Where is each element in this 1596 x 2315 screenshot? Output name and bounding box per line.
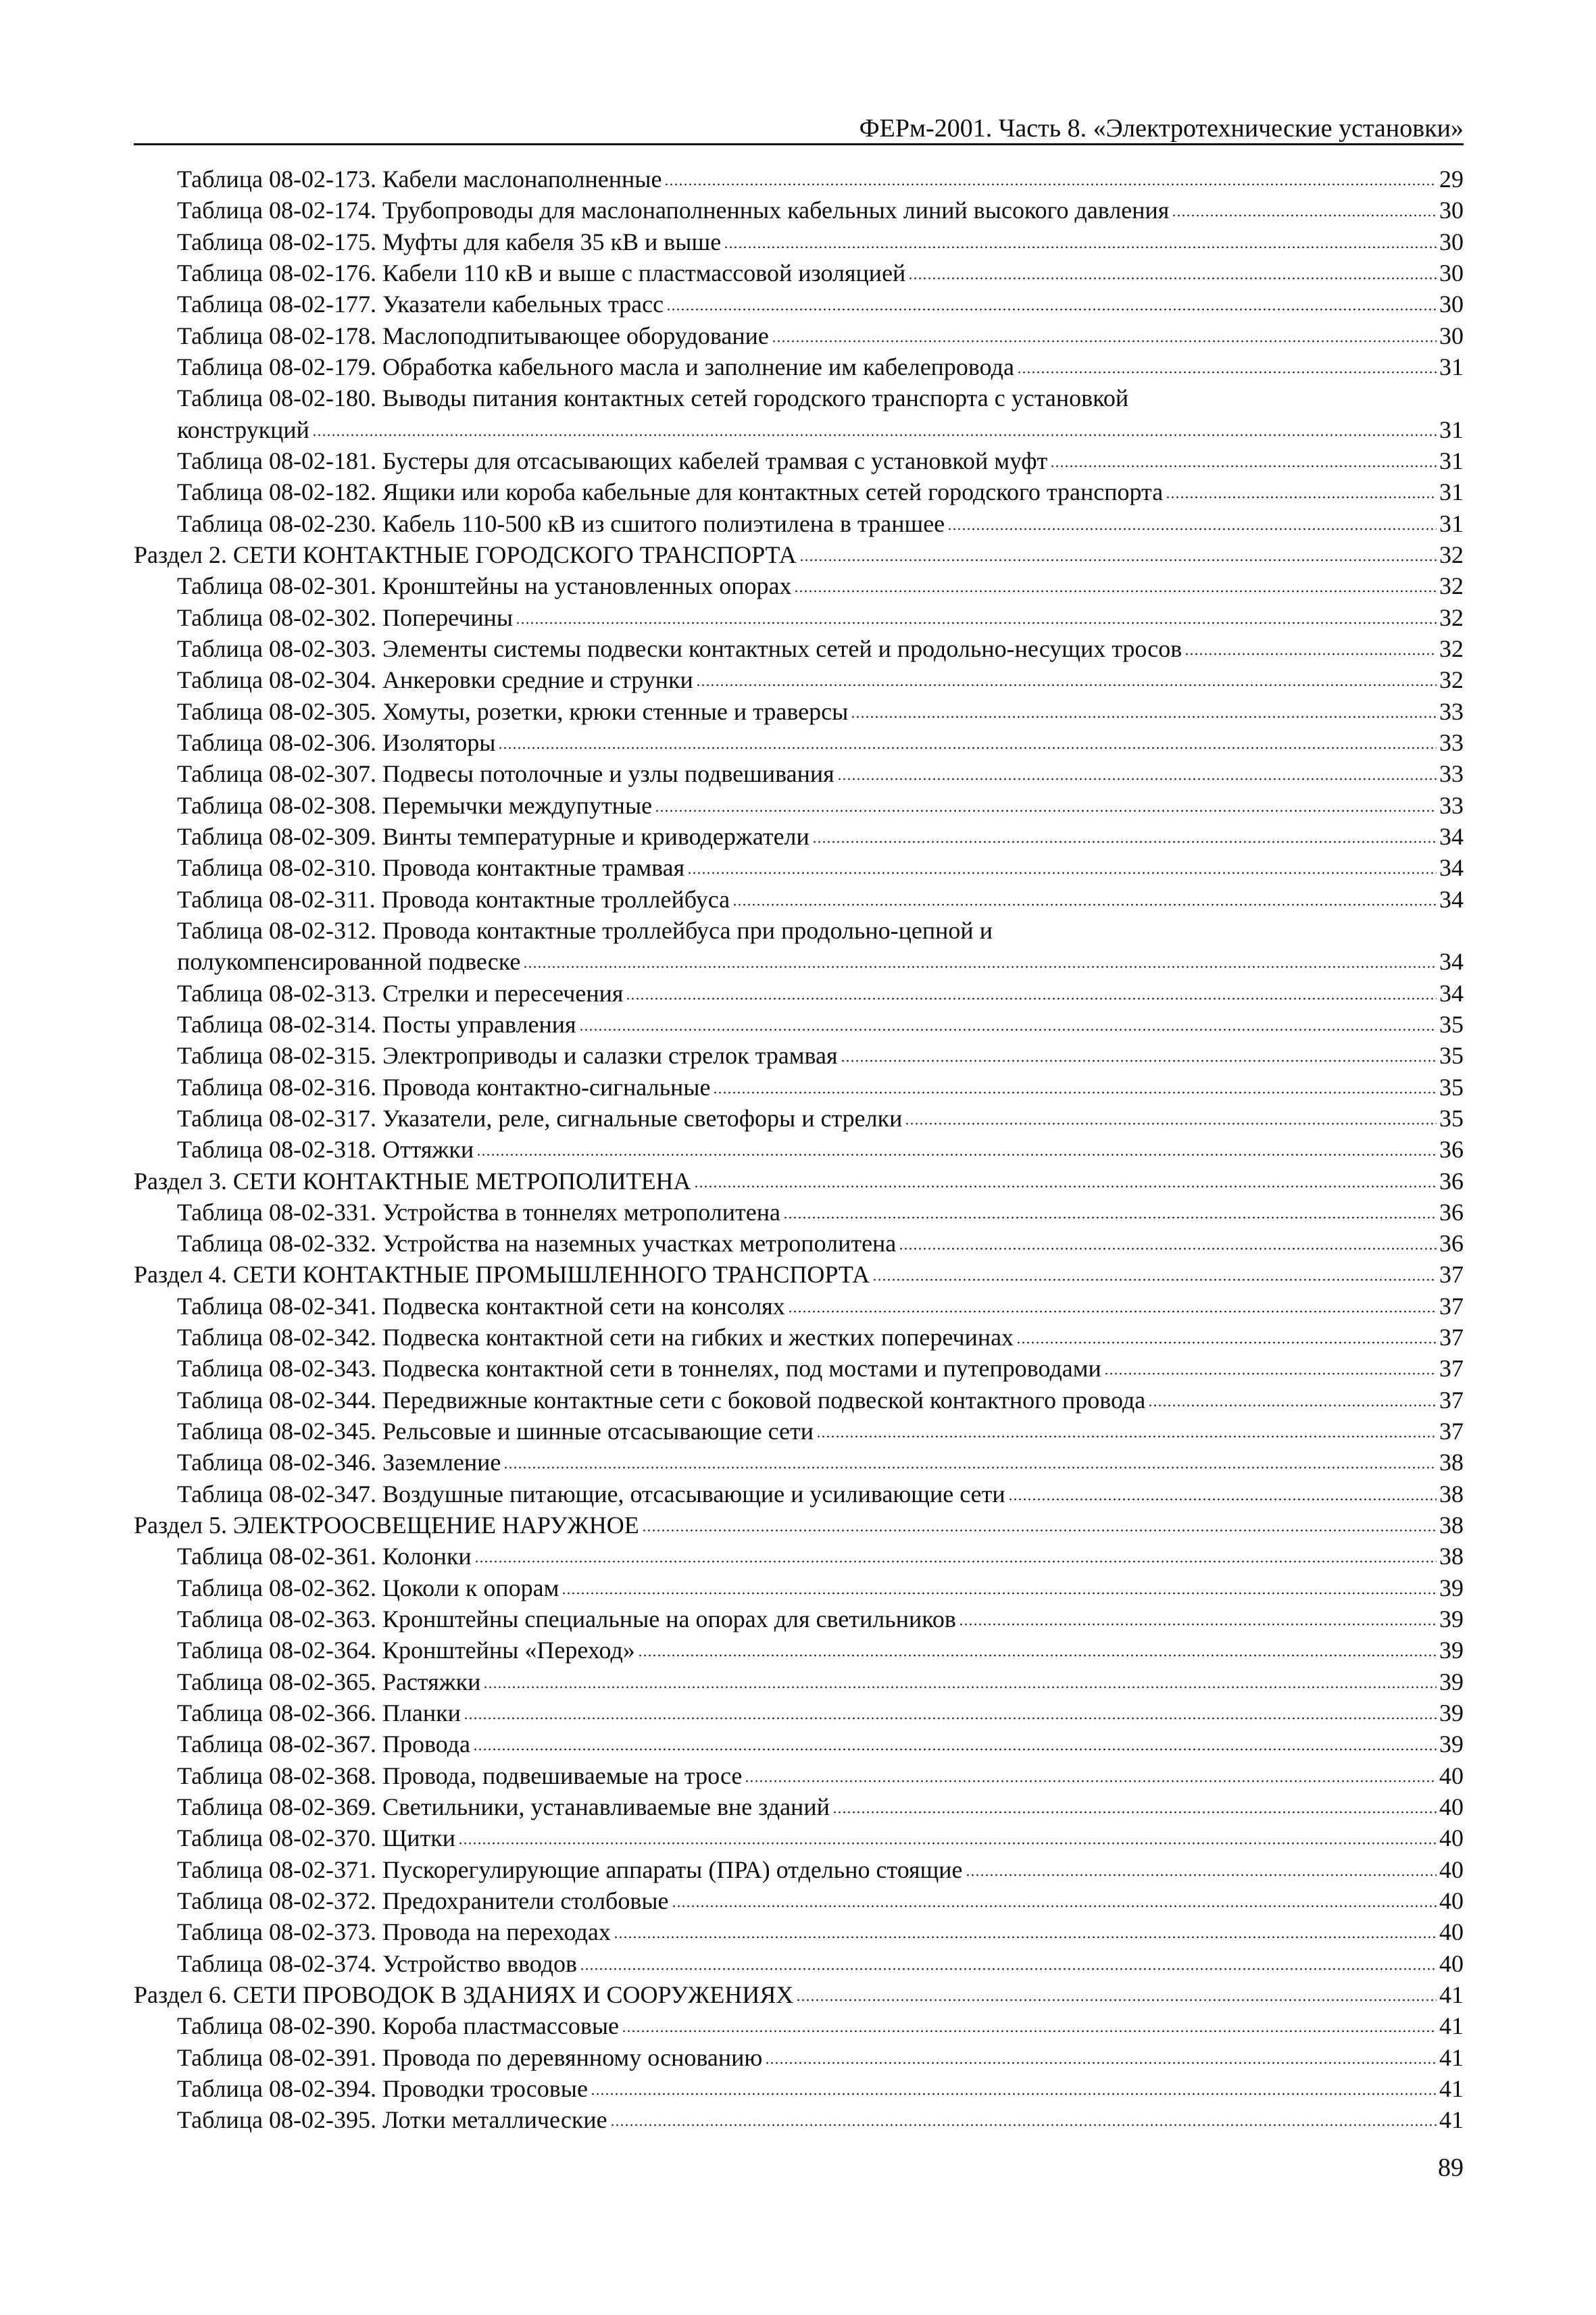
toc-entry-label: Таблица 08-02-370. Щитки	[177, 1824, 456, 1852]
toc-entry-label: Таблица 08-02-364. Кронштейны «Переход»	[177, 1637, 635, 1664]
toc-entry-label: Раздел 5. ЭЛЕКТРООСВЕЩЕНИЕ НАРУЖНОЕ	[134, 1512, 639, 1539]
toc-entry-label: Таблица 08-02-179. Обработка кабельного масла и заполнение им кабелепровода	[177, 353, 1014, 380]
toc-entry-label: Раздел 6. СЕТИ ПРОВОДОК В ЗДАНИЯХ И СООРУЖЕНИЯХ	[134, 1981, 794, 2009]
toc-page-number: 32	[1439, 603, 1464, 631]
toc-page-number: 36	[1439, 1230, 1464, 1258]
toc-entry-label: Таблица 08-02-373. Провода на переходах	[177, 1918, 611, 1946]
toc-table-entry[interactable]	[134, 1572, 1464, 1603]
toc-table-entry[interactable]	[134, 1322, 1464, 1353]
dot-leader	[642, 1529, 1437, 1532]
toc-table-entry[interactable]	[134, 1447, 1464, 1478]
dot-leader	[655, 810, 1437, 812]
toc-entry-label: Раздел 3. СЕТИ КОНТАКТНЫЕ МЕТРОПОЛИТЕНА	[134, 1167, 691, 1195]
toc-table-entry[interactable]	[134, 946, 1464, 977]
toc-table-entry[interactable]	[134, 1197, 1464, 1228]
toc-table-entry[interactable]	[134, 1228, 1464, 1259]
toc-entry-label: Таблица 08-02-315. Электроприводы и салазки стрелок трамвая	[177, 1042, 838, 1070]
toc-entry-label: Таблица 08-02-365. Растяжки	[177, 1668, 481, 1695]
toc-entry-label: Таблица 08-02-374. Устройство вводов	[177, 1949, 578, 1977]
toc-table-entry[interactable]	[134, 1072, 1464, 1103]
toc-table-entry[interactable]	[134, 289, 1464, 320]
running-header: ФЕРм-2001. Часть 8. «Электротехнические установки»	[859, 114, 1464, 143]
toc-table-entry[interactable]	[134, 1822, 1464, 1853]
toc-entry-label: Таблица 08-02-342. Подвеска контактной сети на гибких и жестких поперечинах	[177, 1324, 1014, 1351]
toc-entry-label: Таблица 08-02-306. Изоляторы	[177, 728, 496, 756]
toc-page-number: 39	[1439, 1605, 1464, 1633]
toc-entry-label: Таблица 08-02-302. Поперечины	[177, 603, 514, 631]
dot-leader	[483, 1686, 1437, 1689]
toc-entry-label: Таблица 08-02-332. Устройства на наземных участках метрополитена	[177, 1230, 897, 1258]
toc-page-number: 39	[1439, 1574, 1464, 1601]
toc-entry-label: Таблица 08-02-390. Короба пластмассовые	[177, 2012, 620, 2040]
dot-leader	[783, 1216, 1437, 1219]
toc-table-entry[interactable]	[134, 351, 1464, 382]
dot-leader	[872, 1278, 1437, 1281]
dot-leader	[947, 528, 1437, 530]
dot-leader	[1166, 496, 1437, 499]
toc-page-number: 36	[1439, 1136, 1464, 1164]
toc-entry-label: Таблица 08-02-345. Рельсовые и шинные отсасывающие сети	[177, 1418, 814, 1445]
toc-table-entry[interactable]	[134, 508, 1464, 539]
toc-table-entry[interactable]	[134, 1728, 1464, 1760]
toc-page-number: 35	[1439, 1104, 1464, 1132]
toc-table-entry[interactable]	[134, 821, 1464, 852]
toc-page-number: 41	[1439, 2106, 1464, 2134]
dot-leader	[474, 1560, 1437, 1563]
dot-leader	[1104, 1372, 1437, 1375]
dot-leader	[666, 308, 1437, 311]
toc-table-entry[interactable]	[134, 257, 1464, 289]
toc-entry-label: Таблица 08-02-394. Проводки тросовые	[177, 2075, 588, 2103]
toc-page-number: 32	[1439, 541, 1464, 568]
toc-page-number: 40	[1439, 1856, 1464, 1883]
toc-page-number: 41	[1439, 2075, 1464, 2103]
dot-leader	[562, 1592, 1437, 1595]
dot-leader	[796, 1999, 1437, 2001]
dot-leader	[788, 1310, 1437, 1313]
toc-table-entry[interactable]	[134, 1416, 1464, 1447]
toc-page-number: 37	[1439, 1386, 1464, 1414]
toc-page-number: 37	[1439, 1418, 1464, 1445]
toc-page-number: 30	[1439, 322, 1464, 349]
toc-page-number: 37	[1439, 1324, 1464, 1351]
dot-leader	[626, 997, 1437, 1000]
dot-leader	[765, 2062, 1437, 2064]
dot-leader	[473, 1748, 1437, 1751]
toc-table-entry[interactable]	[134, 1103, 1464, 1134]
toc-entry-label: Таблица 08-02-343. Подвеска контактной сети в тоннелях, под мостами и путепроводами	[177, 1355, 1101, 1383]
toc-page-number: 36	[1439, 1198, 1464, 1226]
toc-page-number: 33	[1439, 728, 1464, 756]
toc-page-number: 38	[1439, 1543, 1464, 1570]
dot-leader	[899, 1247, 1437, 1250]
toc-entry-label: Таблица 08-02-361. Колонки	[177, 1543, 472, 1570]
toc-page-number: 40	[1439, 1918, 1464, 1946]
toc-table-entry[interactable]	[134, 884, 1464, 915]
toc-entry-label: Таблица 08-02-307. Подвесы потолочные и узлы подвешивания	[177, 760, 834, 788]
toc-page-number: 34	[1439, 948, 1464, 976]
dot-leader	[312, 434, 1437, 437]
dot-leader	[580, 1968, 1437, 1970]
toc-page-number: 31	[1439, 447, 1464, 474]
toc-page-number: 40	[1439, 1762, 1464, 1789]
toc-page-number: 32	[1439, 634, 1464, 662]
toc-entry-label: Таблица 08-02-308. Перемычки междупутные	[177, 791, 653, 819]
toc-section-entry[interactable]	[134, 1510, 1464, 1541]
toc-page-number: 41	[1439, 2012, 1464, 2040]
toc-table-entry[interactable]	[134, 476, 1464, 507]
toc-entry-label: Таблица 08-02-371. Пускорегулирующие аппараты (ПРА) отдельно стоящие	[177, 1856, 963, 1883]
toc-page-number: 30	[1439, 259, 1464, 287]
toc-entry-label: Таблица 08-02-230. Кабель 110-500 кВ из сшитого полиэтилена в траншее	[177, 509, 945, 537]
toc-entry-label: Таблица 08-02-372. Предохранители столбовые	[177, 1887, 669, 1915]
header-rule	[134, 143, 1464, 145]
toc-entry-label: конструкций	[177, 416, 309, 443]
toc-table-entry[interactable]	[134, 1791, 1464, 1822]
toc-page-number: 30	[1439, 228, 1464, 255]
toc-table-entry[interactable]	[134, 1885, 1464, 1916]
toc-entry-label: Таблица 08-02-395. Лотки металлические	[177, 2106, 607, 2134]
toc-entry-label: Таблица 08-02-331. Устройства в тоннелях метрополитена	[177, 1198, 780, 1226]
toc-page-number: 40	[1439, 1824, 1464, 1852]
toc-page-number: 31	[1439, 509, 1464, 537]
toc-table-entry[interactable]	[134, 727, 1464, 758]
toc-page-number: 38	[1439, 1480, 1464, 1508]
toc-page-number: 36	[1439, 1167, 1464, 1195]
dot-leader	[816, 1435, 1437, 1438]
toc-table-entry[interactable]	[134, 1009, 1464, 1040]
toc-entry-label: Таблица 08-02-347. Воздушные питающие, отсасывающие и усиливающие сети	[177, 1480, 1005, 1508]
toc-entry-label: Таблица 08-02-368. Провода, подвешиваемые на тросе	[177, 1762, 743, 1789]
toc-table-entry[interactable]	[134, 1854, 1464, 1885]
toc-table-entry[interactable]	[134, 1040, 1464, 1071]
toc-entry-label: Таблица 08-02-318. Оттяжки	[177, 1136, 474, 1164]
toc-section-entry[interactable]	[134, 1259, 1464, 1290]
toc-page-number: 31	[1439, 353, 1464, 380]
toc-page-number: 32	[1439, 572, 1464, 600]
dot-leader	[745, 1780, 1437, 1783]
toc-table-entry[interactable]	[134, 1635, 1464, 1666]
toc-table-entry[interactable]	[134, 195, 1464, 226]
toc-table-entry[interactable]	[134, 1948, 1464, 1979]
toc-table-entry[interactable]	[134, 1603, 1464, 1635]
toc-table-entry[interactable]	[134, 445, 1464, 476]
toc-table-entry[interactable]	[134, 570, 1464, 601]
dot-leader	[1017, 371, 1437, 374]
toc-table-entry[interactable]	[134, 226, 1464, 257]
toc-entry-label: Таблица 08-02-362. Цоколи к опорам	[177, 1574, 559, 1601]
dot-leader	[908, 277, 1437, 280]
toc-page-number: 35	[1439, 1010, 1464, 1038]
dot-leader	[523, 966, 1437, 968]
toc-table-entry[interactable]	[134, 696, 1464, 727]
toc-page-number: 34	[1439, 854, 1464, 882]
toc-entry-label: Таблица 08-02-303. Элементы системы подвески контактных сетей и продольно-несущих тросов	[177, 634, 1182, 662]
toc-entry-label: Таблица 08-02-305. Хомуты, розетки, крюки стенные и траверсы	[177, 697, 849, 725]
dot-leader	[614, 1936, 1437, 1939]
toc-table-entry[interactable]	[134, 1291, 1464, 1322]
dot-leader	[837, 778, 1437, 780]
dot-leader	[464, 1717, 1437, 1720]
toc-entry-label: Таблица 08-02-310. Провода контактные трамвая	[177, 854, 685, 882]
dot-leader	[516, 622, 1437, 624]
toc-table-entry[interactable]	[134, 633, 1464, 664]
dot-leader	[458, 1842, 1437, 1845]
toc-page-number: 31	[1439, 478, 1464, 506]
dot-leader	[959, 1623, 1437, 1626]
toc-entry-label: Таблица 08-02-391. Провода по деревянному основанию	[177, 2043, 763, 2071]
dot-leader	[694, 1185, 1437, 1188]
toc-page-number: 35	[1439, 1073, 1464, 1101]
dot-leader	[732, 903, 1437, 906]
toc-page-number: 33	[1439, 791, 1464, 819]
toc-page-number: 32	[1439, 666, 1464, 694]
toc-table-entry[interactable]	[134, 414, 1464, 445]
dot-leader	[851, 716, 1437, 718]
toc-table-entry[interactable]	[134, 2042, 1464, 2073]
dot-leader	[591, 2093, 1437, 2095]
toc-section-entry[interactable]	[134, 539, 1464, 570]
toc-entry-label: Раздел 2. СЕТИ КОНТАКТНЫЕ ГОРОДСКОГО ТРАНСПОРТА	[134, 541, 797, 568]
toc-table-entry[interactable]	[134, 758, 1464, 789]
toc-page-number: 34	[1439, 822, 1464, 850]
dot-leader	[1148, 1404, 1437, 1407]
toc-entry-label: Таблица 08-02-366. Планки	[177, 1699, 461, 1727]
toc-entry-label: Таблица 08-02-181. Бустеры для отсасывающих кабелей трамвая с установкой муфт	[177, 447, 1048, 474]
toc-section-entry[interactable]	[134, 1979, 1464, 2010]
toc-table-entry[interactable]	[134, 1541, 1464, 1572]
toc-page-number: 30	[1439, 197, 1464, 224]
dot-leader	[610, 2124, 1437, 2126]
toc-entry-label: Таблица 08-02-173. Кабели маслонаполненные	[177, 166, 662, 193]
dot-leader	[1008, 1498, 1437, 1501]
toc-entry-label: Таблица 08-02-301. Кронштейны на установленных опорах	[177, 572, 792, 600]
dot-leader	[1050, 465, 1437, 468]
dot-leader	[832, 1811, 1437, 1814]
dot-leader	[841, 1060, 1437, 1062]
toc-page-number: 31	[1439, 416, 1464, 443]
toc-table-entry[interactable]	[134, 790, 1464, 821]
toc-entry-label: Таблица 08-02-174. Трубопроводы для маслонаполненных кабельных линий высокого давления	[177, 197, 1170, 224]
dot-leader	[638, 1654, 1437, 1657]
toc-entry-label: полукомпенсированной подвеске	[177, 948, 521, 976]
toc-table-entry[interactable]	[134, 1916, 1464, 1947]
toc-page-number: 39	[1439, 1668, 1464, 1695]
toc-entry-label: Таблица 08-02-346. Заземление	[177, 1449, 501, 1476]
toc-table-entry[interactable]	[134, 1760, 1464, 1791]
toc-page-number: 39	[1439, 1731, 1464, 1758]
dot-leader	[498, 747, 1437, 749]
toc-entry-label: Таблица 08-02-316. Провода контактно-сигнальные	[177, 1073, 711, 1101]
dot-leader	[664, 183, 1437, 186]
toc-page-number: 40	[1439, 1793, 1464, 1821]
toc-table-entry[interactable]	[134, 664, 1464, 695]
dot-leader	[503, 1466, 1437, 1469]
toc-entry-label: Таблица 08-02-313. Стрелки и пересечения	[177, 979, 624, 1007]
toc-table-entry[interactable]	[134, 320, 1464, 351]
toc-table-entry[interactable]	[134, 2073, 1464, 2104]
dot-leader	[476, 1153, 1437, 1156]
toc-entry-label: Таблица 08-02-344. Передвижные контактные сети с боковой подвеской контактного провода	[177, 1386, 1146, 1414]
toc-table-entry[interactable]	[134, 1666, 1464, 1697]
toc-page-number: 38	[1439, 1449, 1464, 1476]
toc-table-entry[interactable]	[134, 852, 1464, 883]
toc-page-number: 30	[1439, 291, 1464, 318]
dot-leader	[724, 246, 1437, 249]
toc-table-entry[interactable]	[134, 2104, 1464, 2135]
dot-leader	[812, 841, 1437, 843]
dot-leader	[799, 559, 1437, 562]
dot-leader	[772, 340, 1437, 343]
page-number: 89	[1438, 2154, 1464, 2182]
toc-table-entry[interactable]	[134, 1385, 1464, 1416]
toc-page-number: 41	[1439, 2043, 1464, 2071]
toc-entry-label: Таблица 08-02-341. Подвеска контактной сети на консолях	[177, 1292, 785, 1320]
toc-entry-label: Раздел 4. СЕТИ КОНТАКТНЫЕ ПРОМЫШЛЕННОГО ТРАНСПОРТА	[134, 1261, 870, 1289]
toc-entry-label: Таблица 08-02-182. Ящики или короба кабельные для контактных сетей городского транспорта	[177, 478, 1164, 506]
table-of-contents	[134, 164, 1464, 2136]
toc-page-number: 39	[1439, 1699, 1464, 1727]
dot-leader	[794, 590, 1437, 593]
toc-entry-label: Таблица 08-02-175. Муфты для кабеля 35 кВ и выше	[177, 228, 722, 255]
toc-table-entry[interactable]	[134, 164, 1464, 195]
toc-page-number: 37	[1439, 1355, 1464, 1383]
dot-leader	[1016, 1341, 1437, 1344]
toc-entry-label: Таблица 08-02-311. Провода контактные троллейбуса	[177, 885, 730, 913]
toc-page-number: 33	[1439, 697, 1464, 725]
toc-page-number: 40	[1439, 1949, 1464, 1977]
toc-entry-label: Таблица 08-02-178. Маслоподпитывающее оборудование	[177, 322, 769, 349]
dot-leader	[687, 872, 1437, 874]
toc-entry-label: Таблица 08-02-314. Посты управления	[177, 1010, 576, 1038]
toc-table-entry[interactable]	[134, 2010, 1464, 2041]
dot-leader	[966, 1874, 1437, 1876]
toc-page-number: 37	[1439, 1261, 1464, 1289]
dot-leader	[622, 2030, 1437, 2033]
toc-page-number: 33	[1439, 760, 1464, 788]
toc-entry-label: Таблица 08-02-309. Винты температурные и криводержатели	[177, 822, 809, 850]
dot-leader	[1184, 653, 1437, 655]
toc-table-entry[interactable]	[134, 1353, 1464, 1384]
toc-table-entry[interactable]	[134, 1134, 1464, 1165]
toc-page-number: 35	[1439, 1042, 1464, 1070]
toc-entry-label: Таблица 08-02-176. Кабели 110 кВ и выше с пластмассовой изоляцией	[177, 259, 906, 287]
toc-table-entry[interactable]	[134, 978, 1464, 1009]
toc-page-number: 38	[1439, 1512, 1464, 1539]
toc-table-entry[interactable]	[134, 1478, 1464, 1510]
toc-section-entry[interactable]	[134, 1166, 1464, 1197]
toc-page-number: 39	[1439, 1637, 1464, 1664]
toc-table-entry[interactable]	[134, 602, 1464, 633]
toc-entry-label: Таблица 08-02-317. Указатели, реле, сигнальные светофоры и стрелки	[177, 1104, 903, 1132]
toc-table-entry[interactable]	[134, 1697, 1464, 1728]
dot-leader	[672, 1905, 1437, 1908]
toc-entry-text: Таблица 08-02-180. Выводы питания контактных сетей городского транспорта с установкой	[177, 384, 1129, 412]
dot-leader	[713, 1091, 1437, 1094]
dot-leader	[905, 1122, 1437, 1125]
toc-entry-label: Таблица 08-02-369. Светильники, устанавливаемые вне зданий	[177, 1793, 830, 1821]
toc-entry-label: Таблица 08-02-177. Указатели кабельных трасс	[177, 291, 664, 318]
toc-entry-label: Таблица 08-02-367. Провода	[177, 1731, 470, 1758]
toc-page-number: 40	[1439, 1887, 1464, 1915]
toc-page-number: 34	[1439, 885, 1464, 913]
toc-entry-text: Таблица 08-02-312. Провода контактные троллейбуса при продольно-цепной и	[177, 916, 993, 944]
dot-leader	[1172, 214, 1437, 217]
toc-entry-label: Таблица 08-02-363. Кронштейны специальные на опорах для светильников	[177, 1605, 956, 1633]
dot-leader	[696, 684, 1437, 687]
toc-entry-label: Таблица 08-02-304. Анкеровки средние и струнки	[177, 666, 693, 694]
toc-page-number: 29	[1439, 166, 1464, 193]
dot-leader	[579, 1028, 1437, 1031]
toc-page-number: 34	[1439, 979, 1464, 1007]
toc-page-number: 41	[1439, 1981, 1464, 2009]
toc-page-number: 37	[1439, 1292, 1464, 1320]
